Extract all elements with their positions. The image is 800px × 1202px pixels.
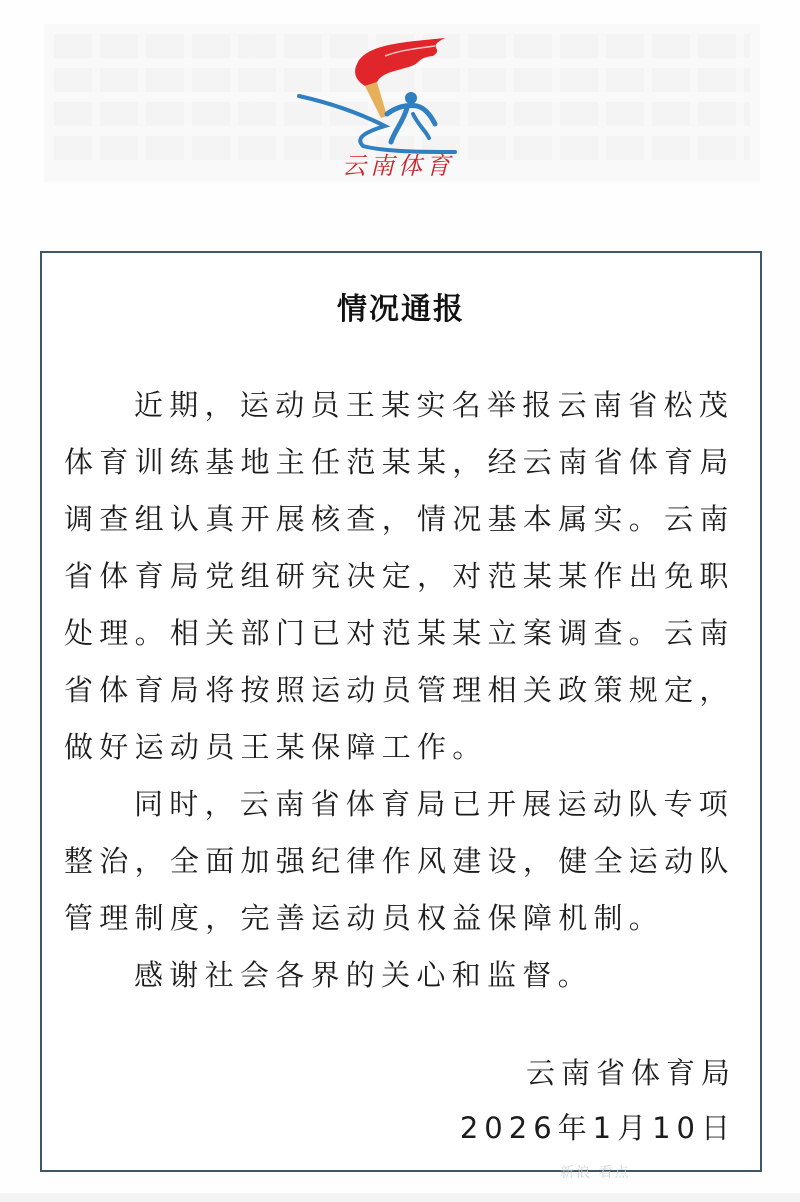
paragraph-line: 体育训练基地主任范某某，经云南省体育局: [64, 445, 735, 479]
paragraph-2: [64, 776, 744, 947]
notice-frame: [40, 251, 762, 1172]
issuer-signature: 云南省体育局: [525, 1056, 736, 1090]
paragraph-line: 省体育局党组研究决定，对范某某作出免职: [64, 559, 735, 593]
paragraph-line: 处理。相关部门已对范某某立案调查。云南: [64, 616, 735, 650]
paragraph-line: 做好运动员王某保障工作。: [64, 730, 488, 764]
issue-date: 2026年1月10日: [459, 1111, 736, 1145]
logo-wordmark: 云南体育: [342, 152, 454, 180]
paragraph-3: [64, 947, 744, 1004]
paragraph-line: 近期，运动员王某实名举报云南省松茂: [134, 388, 735, 422]
watermark: 新浪 看点: [560, 1165, 631, 1181]
paragraph-line: 整治，全面加强纪律作风建设，健全运动队: [64, 844, 735, 878]
paragraph-line: 省体育局将按照运动员管理相关政策规定，: [64, 673, 735, 707]
paragraph-1: [64, 377, 744, 776]
bottom-strip: [0, 1193, 800, 1202]
paragraph-line: 调查组认真开展核查，情况基本属实。云南: [64, 502, 735, 536]
paragraph-line: 同时，云南省体育局已开展运动队专项: [134, 787, 735, 821]
notice-title: 情况通报: [337, 292, 465, 327]
paragraph-line: 感谢社会各界的关心和监督。: [134, 958, 593, 992]
paragraph-line: 管理制度，完善运动员权益保障机制。: [64, 901, 665, 935]
